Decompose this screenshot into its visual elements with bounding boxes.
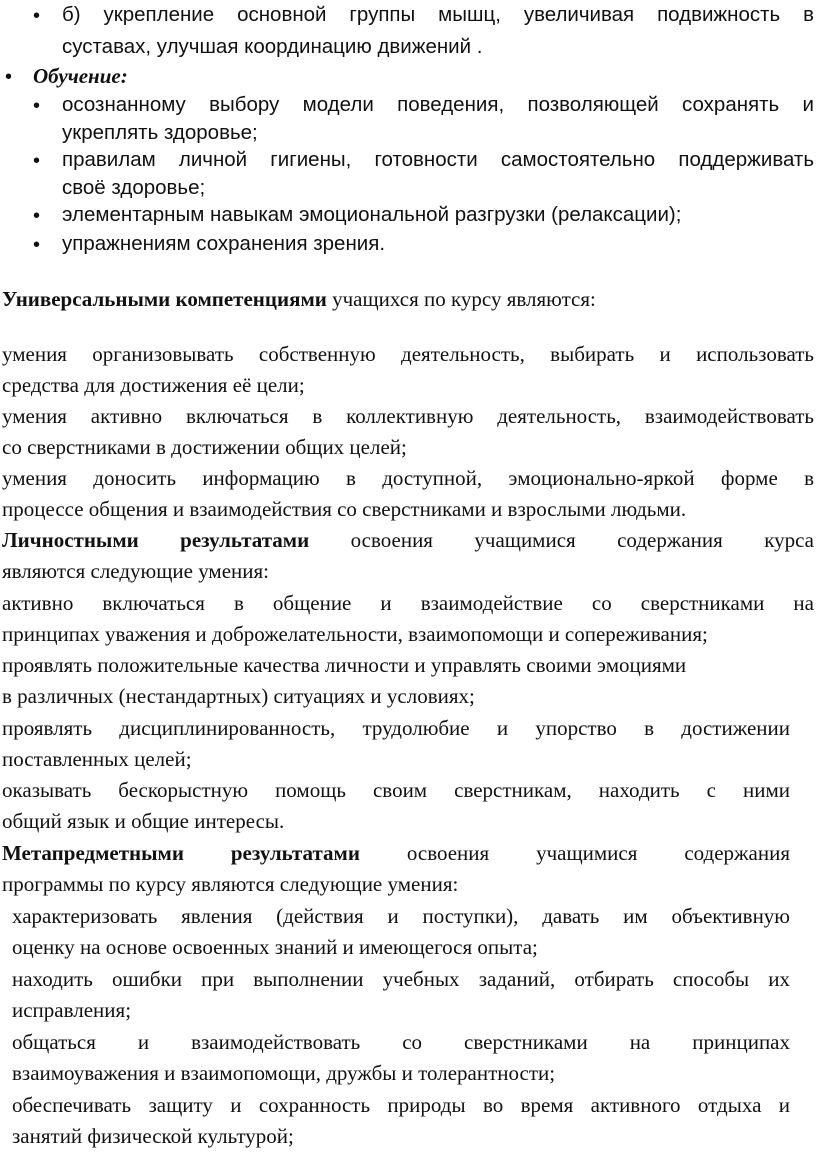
meta-lead-bold: Метапредметными результатами — [2, 841, 360, 865]
bullet-marker: • — [33, 205, 41, 227]
universal-lead-bold: Универсальными компетенциями — [2, 287, 327, 311]
learning-item-line: осознанному выбору модели поведения, позволяющей сохранять и — [62, 93, 814, 116]
meta-lead — [2, 840, 790, 866]
personal-paragraph-line: оказывать бескорыстную помощь своим сверстникам, находить с ними — [2, 778, 790, 802]
personal-lead-bold: Личностными результатами — [2, 528, 310, 552]
personal-lead-line2: являются следующие умения: — [2, 559, 270, 583]
personal-lead-rest: освоения учащимися содержания курса — [350, 528, 815, 552]
universal-lead — [2, 286, 596, 312]
universal-paragraph-line: умения организовывать собственную деятельность, выбирать и использовать — [2, 342, 814, 366]
learning-item-line: упражнениям сохранения зрения. — [62, 232, 386, 255]
personal-paragraph-line: в различных (нестандартных) ситуациях и условиях; — [2, 684, 475, 708]
bullet-line: б) укрепление основной группы мышц, увеличивая подвижность в — [62, 3, 814, 26]
universal-paragraph-line: со сверстниками в достижении общих целей; — [2, 435, 407, 459]
personal-lead — [2, 527, 814, 553]
universal-paragraph-line: средства для достижения её цели; — [2, 373, 305, 397]
meta-lead-line2: программы по курсу являются следующие умения: — [2, 872, 459, 896]
meta-paragraph-line: находить ошибки при выполнении учебных заданий, отбирать способы их — [12, 967, 790, 991]
meta-paragraph-line: исправления; — [12, 998, 132, 1022]
learning-item-line: укреплять здоровье; — [62, 121, 258, 144]
universal-paragraph-line: умения доносить информацию в доступной, эмоционально-яркой форме в — [2, 466, 814, 490]
bullet-marker: • — [5, 66, 13, 88]
personal-paragraph-line: общий язык и общие интересы. — [2, 809, 285, 833]
personal-paragraph-line: проявлять положительные качества личности и управлять своими эмоциями — [2, 653, 687, 677]
learning-item-line: своё здоровье; — [62, 176, 206, 199]
learning-item-line: правилам личной гигиены, готовности самостоятельно поддерживать — [62, 148, 814, 171]
bullet-line: суставах, улучшая координацию движений . — [62, 35, 483, 58]
meta-paragraph-line: занятий физической культурой; — [12, 1124, 294, 1148]
meta-paragraph-line: взаимоуважения и взаимопомощи, дружбы и толерантности; — [12, 1061, 556, 1085]
meta-paragraph-line: оценку на основе освоенных знаний и имеющегося опыта; — [12, 935, 538, 959]
meta-paragraph-line: характеризовать явления (действия и поступки), давать им объективную — [12, 904, 790, 928]
bullet-marker: • — [33, 234, 41, 256]
bullet-marker: • — [33, 150, 41, 172]
meta-paragraph-line: общаться и взаимодействовать со сверстниками на принципах — [12, 1030, 790, 1054]
personal-paragraph-line: поставленных целей; — [2, 747, 192, 771]
personal-paragraph-line: активно включаться в общение и взаимодействие со сверстниками на — [2, 591, 814, 615]
universal-lead-rest: учащихся по курсу являются: — [326, 287, 596, 311]
personal-paragraph-line: проявлять дисциплинированность, трудолюбие и упорство в достижении — [2, 716, 790, 740]
universal-paragraph-line: процессе общения и взаимодействия со сверстниками и взрослыми людьми. — [2, 497, 687, 521]
personal-paragraph-line: принципах уважения и доброжелательности, взаимопомощи и сопереживания; — [2, 622, 708, 646]
section-heading-learning: Обучение: — [33, 64, 128, 88]
universal-paragraph-line: умения активно включаться в коллективную деятельность, взаимодействовать — [2, 404, 814, 428]
bullet-marker: • — [33, 5, 41, 27]
learning-item-line: элементарным навыкам эмоциональной разгрузки (релаксации); — [62, 203, 682, 226]
bullet-marker: • — [33, 95, 41, 117]
meta-lead-rest: освоения учащимися содержания — [406, 841, 791, 865]
meta-paragraph-line: обеспечивать защиту и сохранность природы во время активного отдыха и — [12, 1093, 790, 1117]
